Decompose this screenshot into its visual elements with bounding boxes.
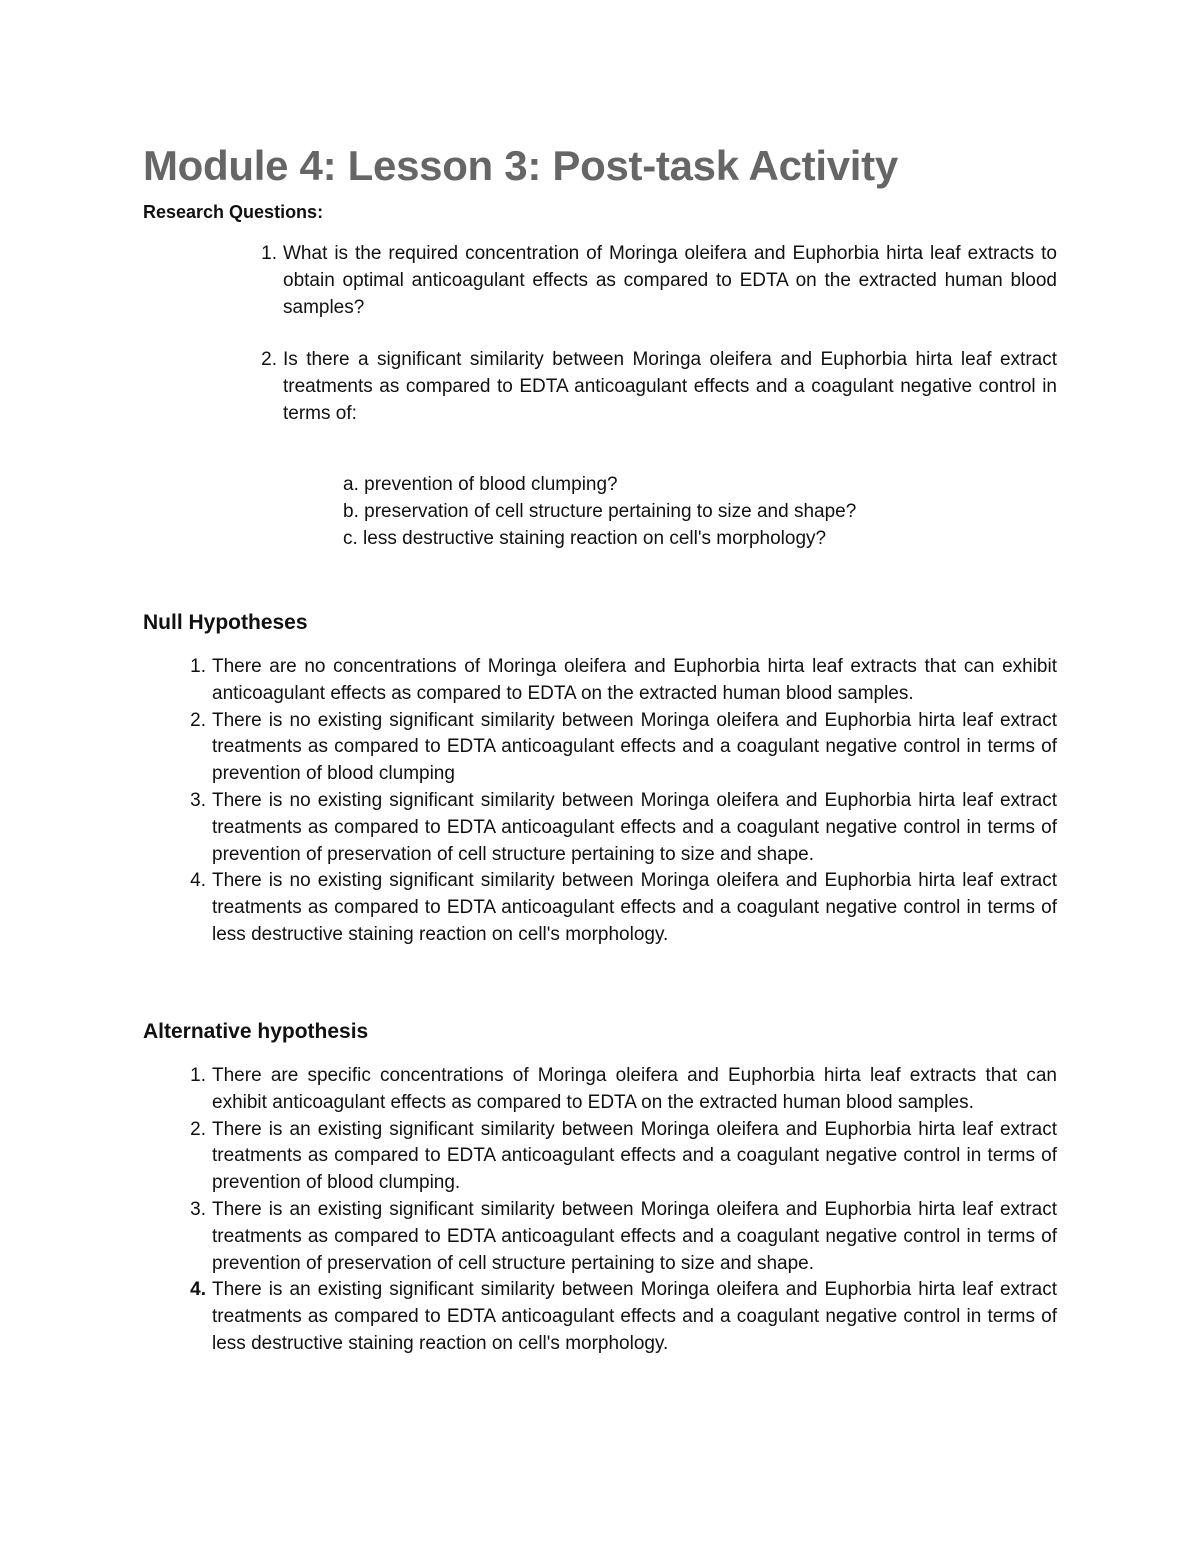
list-item (190, 708, 1057, 788)
research-questions-heading: Research Questions: (143, 202, 324, 222)
list-number: 1. (261, 243, 277, 264)
list-item (190, 1277, 1057, 1357)
list-number: 3. (190, 789, 206, 811)
list-item (190, 788, 1057, 868)
list-number: 2. (190, 1118, 206, 1140)
list-number: 4. (190, 1279, 206, 1301)
list-item-text: There is no existing significant similarity between Moringa oleifera and Euphorbia hirta leaf extract treatments as compared to EDTA anticoagulant effects and a coagulant negative control in terms of prevention of preservation of cell structure pertaining to size and shape. (212, 789, 1057, 865)
list-number: 1. (190, 656, 206, 677)
list-item-text: There are specific concentrations of Moringa oleifera and Euphorbia hirta leaf extracts that can exhibit anticoagulant effects as compared to EDTA on the extracted human blood samples. (212, 1065, 1057, 1113)
list-item-text: There is an existing significant similarity between Moringa oleifera and Euphorbia hirta leaf extract treatments as compared to EDTA anticoagulant effects and a coagulant negative control in terms of less destructive staining reaction on cell's morphology. (212, 1279, 1057, 1354)
list-number: 4. (190, 870, 206, 892)
list-item-text: There is no existing significant similarity between Moringa oleifera and Euphorbia hirta leaf extract treatments as compared to EDTA anticoagulant effects and a coagulant negative control in terms of less destructive staining reaction on cell's morphology. (212, 870, 1057, 945)
list-item (261, 241, 1057, 321)
list-item (190, 654, 1057, 708)
alternative-hypothesis-list (190, 1063, 1057, 1358)
list-item (190, 1063, 1057, 1117)
list-number: 3. (190, 1198, 206, 1220)
null-hypotheses-heading: Null Hypotheses (143, 611, 308, 634)
list-item-text: There is an existing significant similarity between Moringa oleifera and Euphorbia hirta leaf extract treatments as compared to EDTA anticoagulant effects and a coagulant negative control in terms of prevention of preservation of cell structure pertaining to size and shape. (212, 1198, 1057, 1274)
null-hypotheses-list (190, 654, 1057, 949)
research-subitems-list (343, 471, 856, 552)
list-item (190, 1117, 1057, 1197)
list-item: c. less destructive staining reaction on cell's morphology? (343, 528, 827, 549)
list-item-text: What is the required concentration of Moringa oleifera and Euphorbia hirta leaf extracts to obtain optimal anticoagulant effects as compared to EDTA on the extracted human blood samples? (283, 243, 1057, 318)
research-questions-list (261, 241, 1057, 428)
list-number: 2. (261, 349, 277, 371)
list-item: a. prevention of blood clumping? (343, 474, 618, 495)
alternative-hypothesis-heading: Alternative hypothesis (143, 1020, 369, 1043)
list-item-text: There is an existing significant similarity between Moringa oleifera and Euphorbia hirta leaf extract treatments as compared to EDTA anticoagulant effects and a coagulant negative control in terms of prevention of blood clumping. (212, 1118, 1057, 1194)
list-item-text: There is no existing significant similarity between Moringa oleifera and Euphorbia hirta leaf extract treatments as compared to EDTA anticoagulant effects and a coagulant negative control in terms of prevention of blood clumping (212, 709, 1057, 785)
list-number: 1. (190, 1065, 206, 1086)
list-item (261, 347, 1057, 427)
list-item-text: Is there a significant similarity between Moringa oleifera and Euphorbia hirta leaf extract treatments as compared to EDTA anticoagulant effects and a coagulant negative control in terms of: (283, 349, 1057, 424)
list-item-text: There are no concentrations of Moringa oleifera and Euphorbia hirta leaf extracts that can exhibit anticoagulant effects as compared to EDTA on the extracted human blood samples. (212, 656, 1057, 704)
list-item (190, 868, 1057, 948)
list-number: 2. (190, 709, 206, 731)
page-title: Module 4: Lesson 3: Post-task Activity (143, 142, 898, 189)
list-item: b. preservation of cell structure pertaining to size and shape? (343, 501, 857, 522)
list-item (190, 1197, 1057, 1277)
